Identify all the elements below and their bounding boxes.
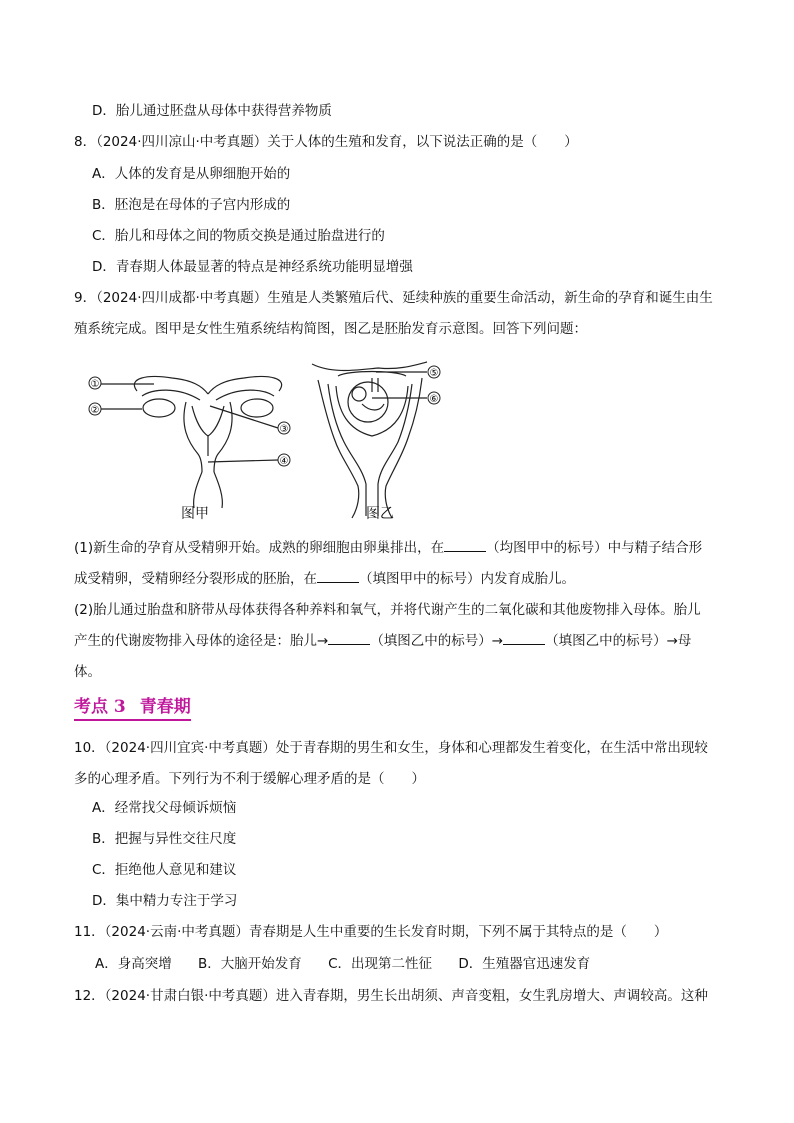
- caption-jia: 图甲: [181, 506, 209, 522]
- q11-option-a: A．身高突增: [95, 956, 172, 972]
- fig-yi-label-6: ⑥: [429, 394, 439, 405]
- q9-stem-line2: 殖系统完成。图甲是女性生殖系统结构简图，图乙是胚胎发育示意图。回答下列问题：: [74, 321, 587, 337]
- fig-jia-label-3: ③: [279, 424, 289, 435]
- caption-yi: 图乙: [366, 506, 394, 522]
- q9-sub2: (2)胎儿通过胎盘和脐带从母体获得各种养料和氧气，并将代谢产生的二氧化碳和其他废物排入母体。胎儿 产生的代谢废物排入母体的途径是：胎儿→ （填图乙中的标号）→ （填图乙中的标号）→母 体。: [74, 602, 701, 680]
- q10-option-c: C．拒绝他人意见和建议: [92, 862, 237, 878]
- reproductive-figure: [82, 356, 462, 526]
- q7-option-d: D．胎儿通过胚盘从母体中获得营养物质: [92, 103, 332, 119]
- blank-4[interactable]: [503, 632, 545, 645]
- blank-2[interactable]: [317, 570, 359, 583]
- fig-yi-label-5: ⑤: [429, 368, 439, 379]
- q11-option-c: C．出现第二性征: [328, 956, 433, 972]
- q10-stem-line2: 多的心理矛盾。下列行为不利于缓解心理矛盾的是（ ）: [74, 771, 425, 787]
- fig-jia-label-1: ①: [90, 379, 100, 390]
- q10-option-d: D．集中精力专注于学习: [92, 893, 238, 909]
- q8-option-c: C．胎儿和母体之间的物质交换是通过胎盘进行的: [92, 228, 385, 244]
- q12-stem: 12．（2024·甘肃白银·中考真题）进入青春期，男生长出胡须、声音变粗，女生乳房增大、声调较高。这种: [74, 988, 708, 1004]
- blank-1[interactable]: [444, 539, 486, 552]
- q10-option-a: A．经常找父母倾诉烦恼: [92, 800, 237, 816]
- q8-option-a: A．人体的发育是从卵细胞开始的: [92, 166, 291, 182]
- q9-sub1: (1)新生命的孕育从受精卵开始。成熟的卵细胞由卵巢排出，在 （均图甲中的标号）中与精子结合形 成受精卵，受精卵经分裂形成的胚胎，在 （填图甲中的标号）内发育成胎儿。: [74, 540, 703, 587]
- q11-option-d: D．生殖器官迅速发育: [458, 956, 591, 972]
- q10-option-b: B．把握与异性交往尺度: [92, 831, 237, 847]
- section-heading: 考点 3 青春期: [74, 696, 191, 721]
- q10-stem-line1: 10．（2024·四川宜宾·中考真题）处于青春期的男生和女生，身体和心理都发生着变化，在生活中常出现较: [74, 740, 708, 756]
- q11-stem: 11．（2024·云南·中考真题）青春期是人生中重要的生长发育时期，下列不属于其特点的是（ ）: [74, 924, 668, 940]
- blank-3[interactable]: [328, 632, 370, 645]
- figure-jia-diagram: [100, 377, 282, 508]
- figure-yi-diagram: [312, 362, 427, 518]
- q8-stem: 8．（2024·四川凉山·中考真题）关于人体的生殖和发育，以下说法正确的是（ ）: [74, 134, 578, 150]
- q11-options: [95, 954, 612, 974]
- fig-jia-label-2: ②: [90, 405, 100, 416]
- q9-stem-line1: 9．（2024·四川成都·中考真题）生殖是人类繁殖后代、延续种族的重要生命活动，新生命的孕育和诞生由生: [74, 290, 713, 306]
- q11-option-b: B．大脑开始发育: [198, 956, 302, 972]
- q8-option-b: B．胚泡是在母体的子宫内形成的: [92, 197, 291, 213]
- q8-option-d: D．青春期人体最显著的特点是神经系统功能明显增强: [92, 259, 413, 275]
- fig-jia-label-4: ④: [279, 456, 289, 467]
